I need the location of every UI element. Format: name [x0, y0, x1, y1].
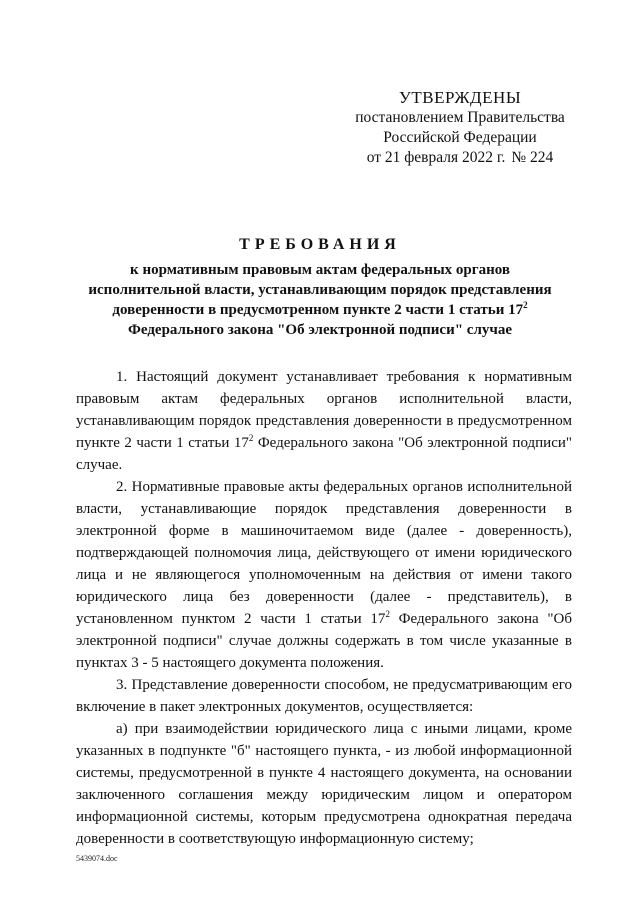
paragraph-1 [76, 366, 572, 476]
subtitle-superscript: 2 [523, 300, 528, 310]
paragraph-3a: а) при взаимодействии юридического лица с иными лицами, кроме указанных в подпункте "б" настоящего пункта, - из любой информационной системы, предусмотренной в пункте 4 настоящего документа, на основании заключенного соглашения между юридическим лицом и оператором информационной системы, которым предусмотрена однократная передача доверенности в соответствующую информационную систему; [76, 721, 572, 847]
approval-date-line [330, 148, 590, 168]
document-title: ТРЕБОВАНИЯ [239, 236, 401, 253]
paragraph-3: 3. Представление доверенности способом, не предусматривающим его включение в пакет электронных документов, осуществляется: [76, 677, 572, 715]
paragraph-2 [76, 476, 572, 674]
subtitle-line-2: исполнительной власти, устанавливающим порядок представления [88, 282, 552, 298]
paragraph-2-text: 2. Нормативные правовые акты федеральных органов исполнительной власти, устанавливающие порядок представления доверенности в электронной форме в машиночитаемом виде (далее - доверенность), подтверждающей полномочия лица, действующего от имени юридического лица и не являющегося уполномоченным на действия от имени такого юридического лица без доверенности (далее - представитель), в установленном пунктом 2 части 1 статьи 17 [76, 479, 572, 627]
paragraph-1-text: 1. Настоящий документ устанавливает требования к нормативным правовым актам федеральных органов исполнительной власти, устанавливающим порядок представления доверенности в предусмотренном пункте 2 части 1 статьи 17 [76, 369, 572, 451]
paragraph-2-tail: Федерального закона "Об электронной подписи" случае должны содержать в том числе указанные в пунктах 3 - 5 настоящего документа положения. [76, 611, 573, 671]
subtitle-line-3-text: доверенности в предусмотренном пункте 2 части 1 статьи 17 [112, 302, 524, 318]
approval-number: № 224 [511, 149, 554, 166]
subtitle-line-3 [80, 300, 560, 320]
approval-stamp [330, 88, 590, 168]
paragraph-1-tail: Федерального закона "Об электронной подписи" случае. [76, 435, 573, 473]
paragraph-2-superscript: 2 [385, 609, 390, 619]
subtitle-line-1: к нормативным правовым актам федеральных органов [130, 262, 510, 278]
document-subtitle [80, 260, 560, 340]
approval-title: УТВЕРЖДЕНЫ [398, 88, 522, 107]
footer-filename: 5439074.doc [76, 854, 118, 863]
subtitle-line-4: Федерального закона "Об электронной подписи" случае [127, 322, 512, 338]
approval-date: от 21 февраля 2022 г. [366, 149, 506, 166]
paragraph-1-superscript: 2 [248, 433, 254, 443]
approval-line-1: постановлением Правительства [355, 109, 565, 126]
approval-line-2: Российской Федерации [383, 129, 537, 146]
document-body [76, 366, 572, 850]
